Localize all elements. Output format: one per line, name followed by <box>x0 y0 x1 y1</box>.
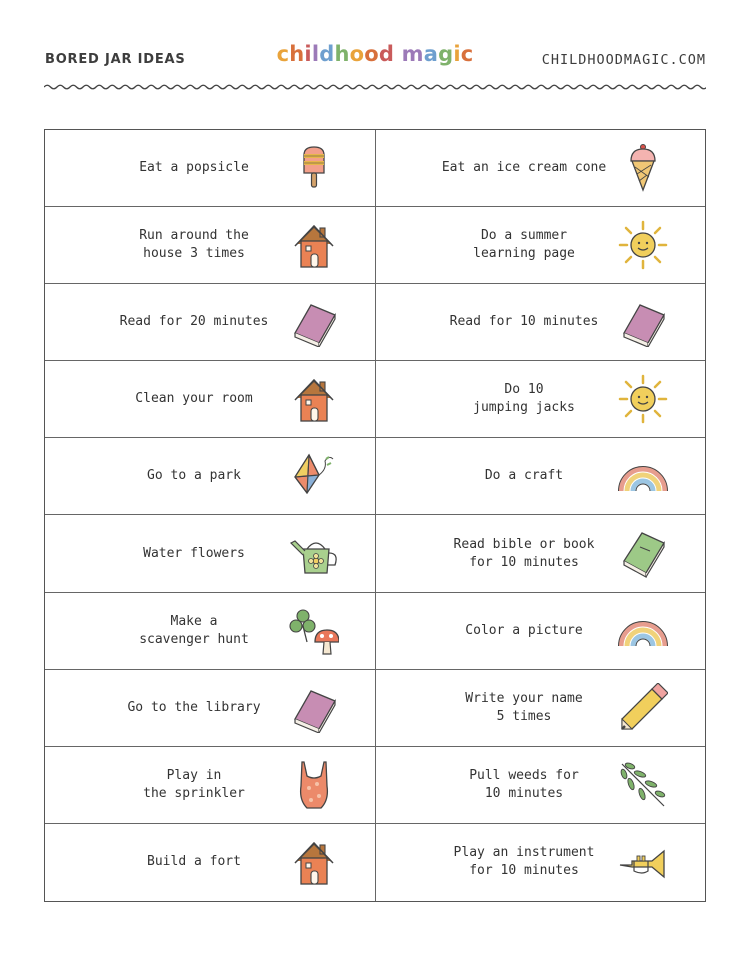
idea-card-right <box>376 438 705 515</box>
brand-logo: childhood magic <box>276 42 474 66</box>
idea-card-left <box>45 438 376 515</box>
idea-text: Read for 10 minutes <box>449 314 599 330</box>
idea-card-left <box>45 284 376 361</box>
idea-card-right <box>376 747 705 824</box>
wavy-divider <box>44 78 706 96</box>
clover-mushroom-icon <box>289 606 339 656</box>
idea-card-left <box>45 207 376 284</box>
book-icon <box>289 297 339 347</box>
sun-icon <box>618 220 668 270</box>
idea-card-left <box>45 515 376 592</box>
rainbow-icon <box>618 451 668 501</box>
house-icon <box>289 837 339 887</box>
idea-card-right <box>376 361 705 438</box>
idea-text: Pull weeds for 10 minutes <box>469 767 579 801</box>
idea-text: Run around the house 3 times <box>139 228 249 262</box>
popsicle-icon <box>289 143 339 193</box>
idea-card-right <box>376 515 705 592</box>
watering-can-icon <box>289 529 339 579</box>
swimsuit-icon <box>289 760 339 810</box>
pencil-icon <box>618 683 668 733</box>
leaf-branch-icon <box>618 760 668 810</box>
book-icon <box>289 683 339 733</box>
house-icon <box>289 220 339 270</box>
idea-text: Eat a popsicle <box>139 160 249 176</box>
idea-card-right <box>376 670 705 747</box>
idea-text: Clean your room <box>135 391 253 407</box>
idea-card-right <box>376 130 705 207</box>
sun-icon <box>618 374 668 424</box>
idea-text: Go to the library <box>127 699 261 715</box>
idea-text: Write your name 5 times <box>465 690 583 724</box>
idea-text: Make a scavenger hunt <box>139 613 249 647</box>
page-title: BORED JAR IDEAS <box>45 52 186 67</box>
idea-text: Do a craft <box>484 468 564 484</box>
idea-card-left <box>45 361 376 438</box>
ice-cream-cone-icon <box>618 143 668 193</box>
idea-card-right <box>376 824 705 901</box>
idea-card-right <box>376 284 705 361</box>
website-link[interactable]: CHILDHOODMAGIC.COM <box>541 52 706 68</box>
idea-text: Water flowers <box>143 545 245 561</box>
idea-card-left <box>45 824 376 901</box>
book-icon <box>618 297 668 347</box>
trumpet-icon <box>618 837 668 887</box>
idea-card-left <box>45 670 376 747</box>
house-icon <box>289 374 339 424</box>
ideas-grid <box>44 129 706 902</box>
idea-card-left <box>45 747 376 824</box>
idea-text: Read bible or book for 10 minutes <box>453 536 595 570</box>
idea-card-left <box>45 593 376 670</box>
idea-card-right <box>376 593 705 670</box>
idea-card-left <box>45 130 376 207</box>
idea-text: Do 10 jumping jacks <box>473 382 575 416</box>
idea-text: Do a summer learning page <box>473 228 575 262</box>
idea-text: Color a picture <box>465 622 583 638</box>
idea-text: Play in the sprinkler <box>143 767 245 801</box>
rainbow-icon <box>618 606 668 656</box>
idea-card-right <box>376 207 705 284</box>
idea-text: Go to a park <box>147 468 241 484</box>
idea-text: Eat an ice cream cone <box>441 160 607 176</box>
idea-text: Read for 20 minutes <box>119 314 269 330</box>
kite-icon <box>289 451 339 501</box>
idea-text: Build a fort <box>147 854 241 870</box>
green-book-icon <box>618 529 668 579</box>
idea-text: Play an instrument for 10 minutes <box>453 845 595 879</box>
